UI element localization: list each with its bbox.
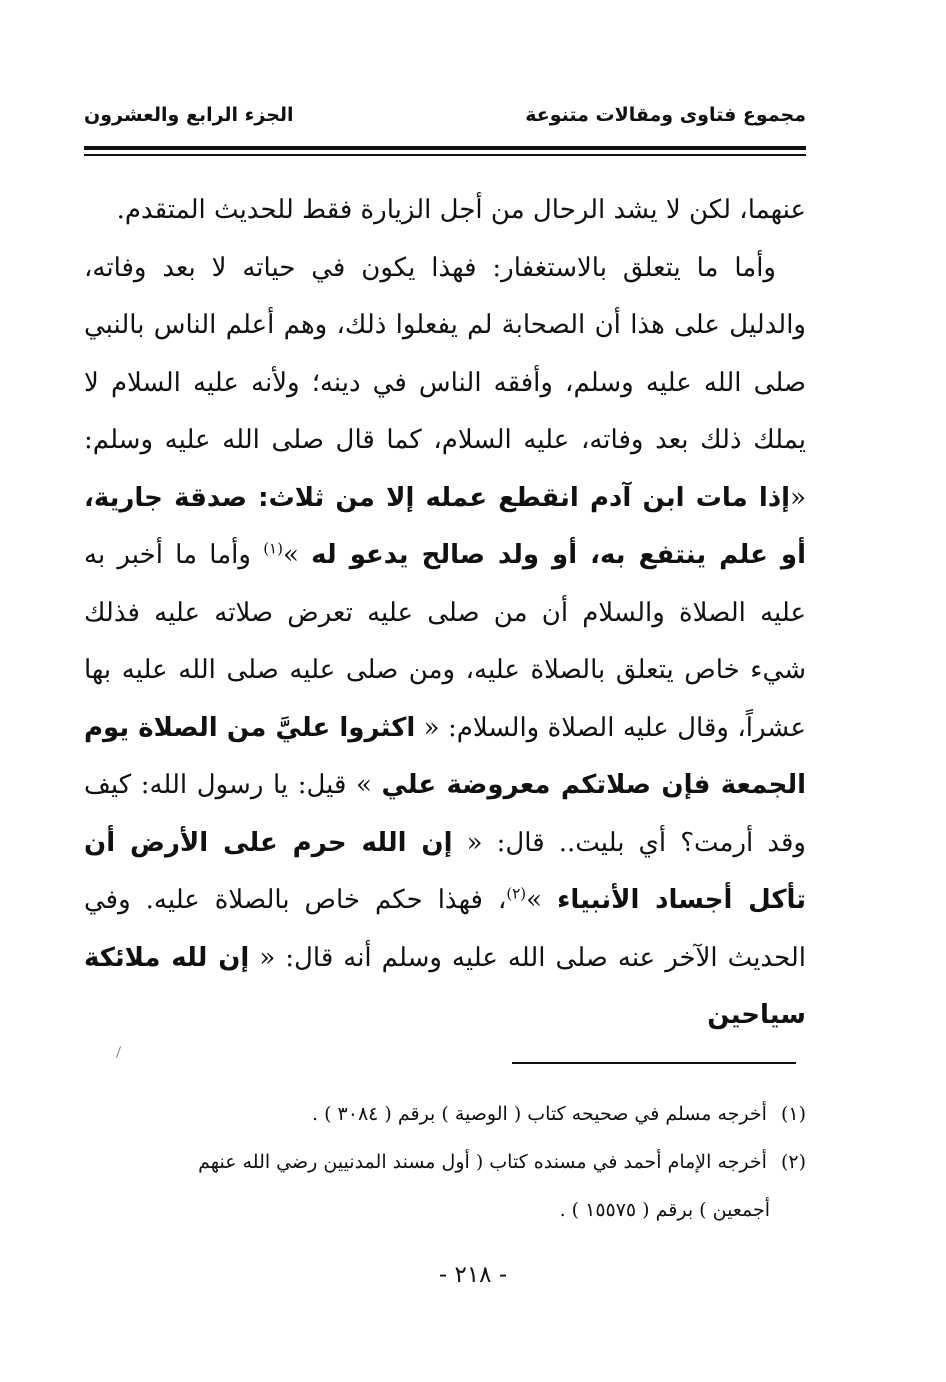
- footnote-1: [84, 1090, 806, 1138]
- hadith-quote-4: إن لله ملائكة سياحين: [84, 942, 806, 1030]
- page-number: - ٢١٨ -: [438, 1262, 508, 1288]
- paragraph-2-text-f: ، فهذا حكم خاص بالصلاة عليه. وفي الحديث الآخر عنه صلى الله عليه وسلم أنه قال: «: [84, 885, 807, 973]
- footnote-number: (٢): [780, 1151, 806, 1173]
- footnote-ref-1: (١): [263, 539, 283, 558]
- hadith-quote-1: إذا مات ابن آدم انقطع عمله إلا من ثلاث: صدقة جارية، أو علم ينتفع به، أو ولد صالح يدعو له: [84, 482, 807, 570]
- footnote-separator: [512, 1062, 796, 1064]
- header-rule-thin: [84, 154, 806, 156]
- paragraph-2-text-d: » قيل: يا رسول الله: كيف وقد أرمت؟ أي بليت.. قال: «: [84, 770, 806, 858]
- stray-mark: [116, 1046, 121, 1058]
- quote-close-3: »: [526, 885, 543, 915]
- footnote-2-continuation: أجمعين ) برقم ( ١٥٥٧٥ ) .: [559, 1199, 770, 1221]
- hadith-quote-3: إن الله حرم على الأرض أن تأكل أجساد الأنبياء: [84, 827, 806, 915]
- hadith-quote-2: اكثروا عليَّ من الصلاة يوم الجمعة فإن صلاتكم معروضة علي: [84, 712, 806, 800]
- footnotes: [84, 1090, 806, 1234]
- paragraph-2: [84, 240, 806, 1045]
- footnote-text: أخرجه مسلم في صحيحه كتاب ( الوصية ) برقم ( ٣٠٨٤ ) .: [312, 1103, 767, 1125]
- footnote-ref-2: (٢): [506, 884, 527, 903]
- quote-close-1: »: [282, 540, 299, 570]
- paragraph-2-text-a: وأما ما يتعلق بالاستغفار: فهذا يكون في حياته لا بعد وفاته، والدليل على هذا أن الصحابة لم يفعلوا ذلك، وهم أعلم الناس بالنبي صلى الله عليه وسلم، وأفقه الناس في دينه؛ ولأنه عليه السلام لا يملك ذلك بعد وفاته، عليه السلام، كما قال صلى الله عليه وسلم: «: [84, 252, 806, 513]
- main-text: [84, 182, 806, 1045]
- paragraph-2-text-c: وأما ما أخبر به عليه الصلاة والسلام أن من صلى عليه تعرض صلاته عليه فذلك شيء خاص يتعلق بالصلاة عليه، ومن صلى عليه صلى الله عليه بها عشراً، وقال عليه الصلاة والسلام: «: [84, 540, 806, 743]
- paragraph-1: عنهما، لكن لا يشد الرحال من أجل الزيارة فقط للحديث المتقدم.: [116, 195, 806, 225]
- running-header: [84, 104, 806, 138]
- footnote-number: (١): [780, 1103, 806, 1125]
- header-rule-thick: [84, 146, 806, 150]
- footnote-2: [84, 1138, 806, 1186]
- book-title: مجموع فتاوى ومقالات متنوعة: [525, 104, 806, 126]
- volume-label: الجزء الرابع والعشرون: [84, 104, 294, 126]
- footnote-text: أخرجه الإمام أحمد في مسنده كتاب ( أول مسند المدنيين رضي الله عنهم: [198, 1151, 767, 1173]
